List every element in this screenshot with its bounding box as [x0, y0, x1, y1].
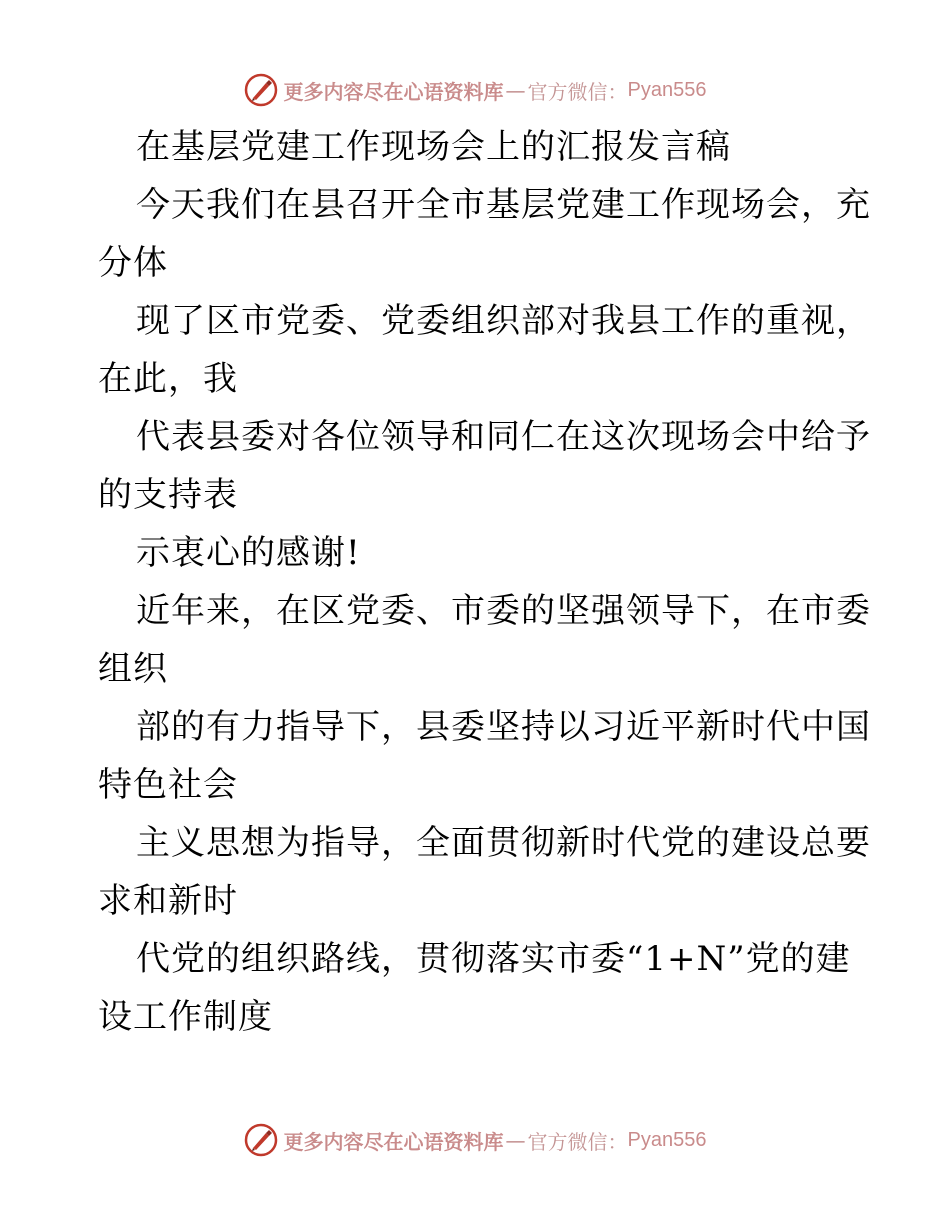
text-line: 代党的组织路线，贯彻落实市委“1+N”党的建: [136, 939, 851, 979]
document-body: [98, 118, 871, 1046]
text-line: 现了区市党委、党委组织部对我县工作的重视，: [136, 301, 871, 341]
text-line: 今天我们在县召开全市基层党建工作现场会，充: [136, 185, 871, 225]
watermark-main-text: 更多内容尽在心语资料库: [283, 79, 504, 104]
watermark-sub-text: 官方微信：: [527, 79, 628, 104]
header-watermark: [0, 70, 950, 110]
footer-watermark: [0, 1120, 950, 1160]
text-line: 分体: [98, 243, 168, 283]
text-line: 示衷心的感谢!: [136, 533, 361, 573]
text-line: 主义思想为指导，全面贯彻新时代党的建设总要: [136, 823, 871, 863]
pen-logo-icon: [244, 1123, 278, 1157]
watermark-sub-text: 官方微信：: [527, 1129, 628, 1154]
text-line: 求和新时: [98, 881, 238, 921]
text-line: 近年来，在区党委、市委的坚强领导下，在市委: [136, 591, 871, 631]
text-line: 的支持表: [98, 475, 238, 515]
watermark-separator: —: [505, 78, 526, 102]
text-line: 代表县委对各位领导和同仁在这次现场会中给予: [136, 417, 871, 457]
watermark-main-text: 更多内容尽在心语资料库: [283, 1129, 504, 1154]
pen-logo-icon: [244, 73, 278, 107]
text-line: 在此，我: [98, 359, 238, 399]
text-line: 设工作制度: [98, 997, 273, 1037]
watermark-wechat-id: Pyan556: [627, 1128, 707, 1151]
text-line: 部的有力指导下，县委坚持以习近平新时代中国: [136, 707, 871, 747]
text-line: 组织: [98, 649, 168, 689]
document-title: 在基层党建工作现场会上的汇报发言稿: [136, 127, 731, 167]
text-line: 特色社会: [98, 765, 238, 805]
watermark-wechat-id: Pyan556: [627, 78, 707, 101]
watermark-separator: —: [505, 1128, 526, 1152]
